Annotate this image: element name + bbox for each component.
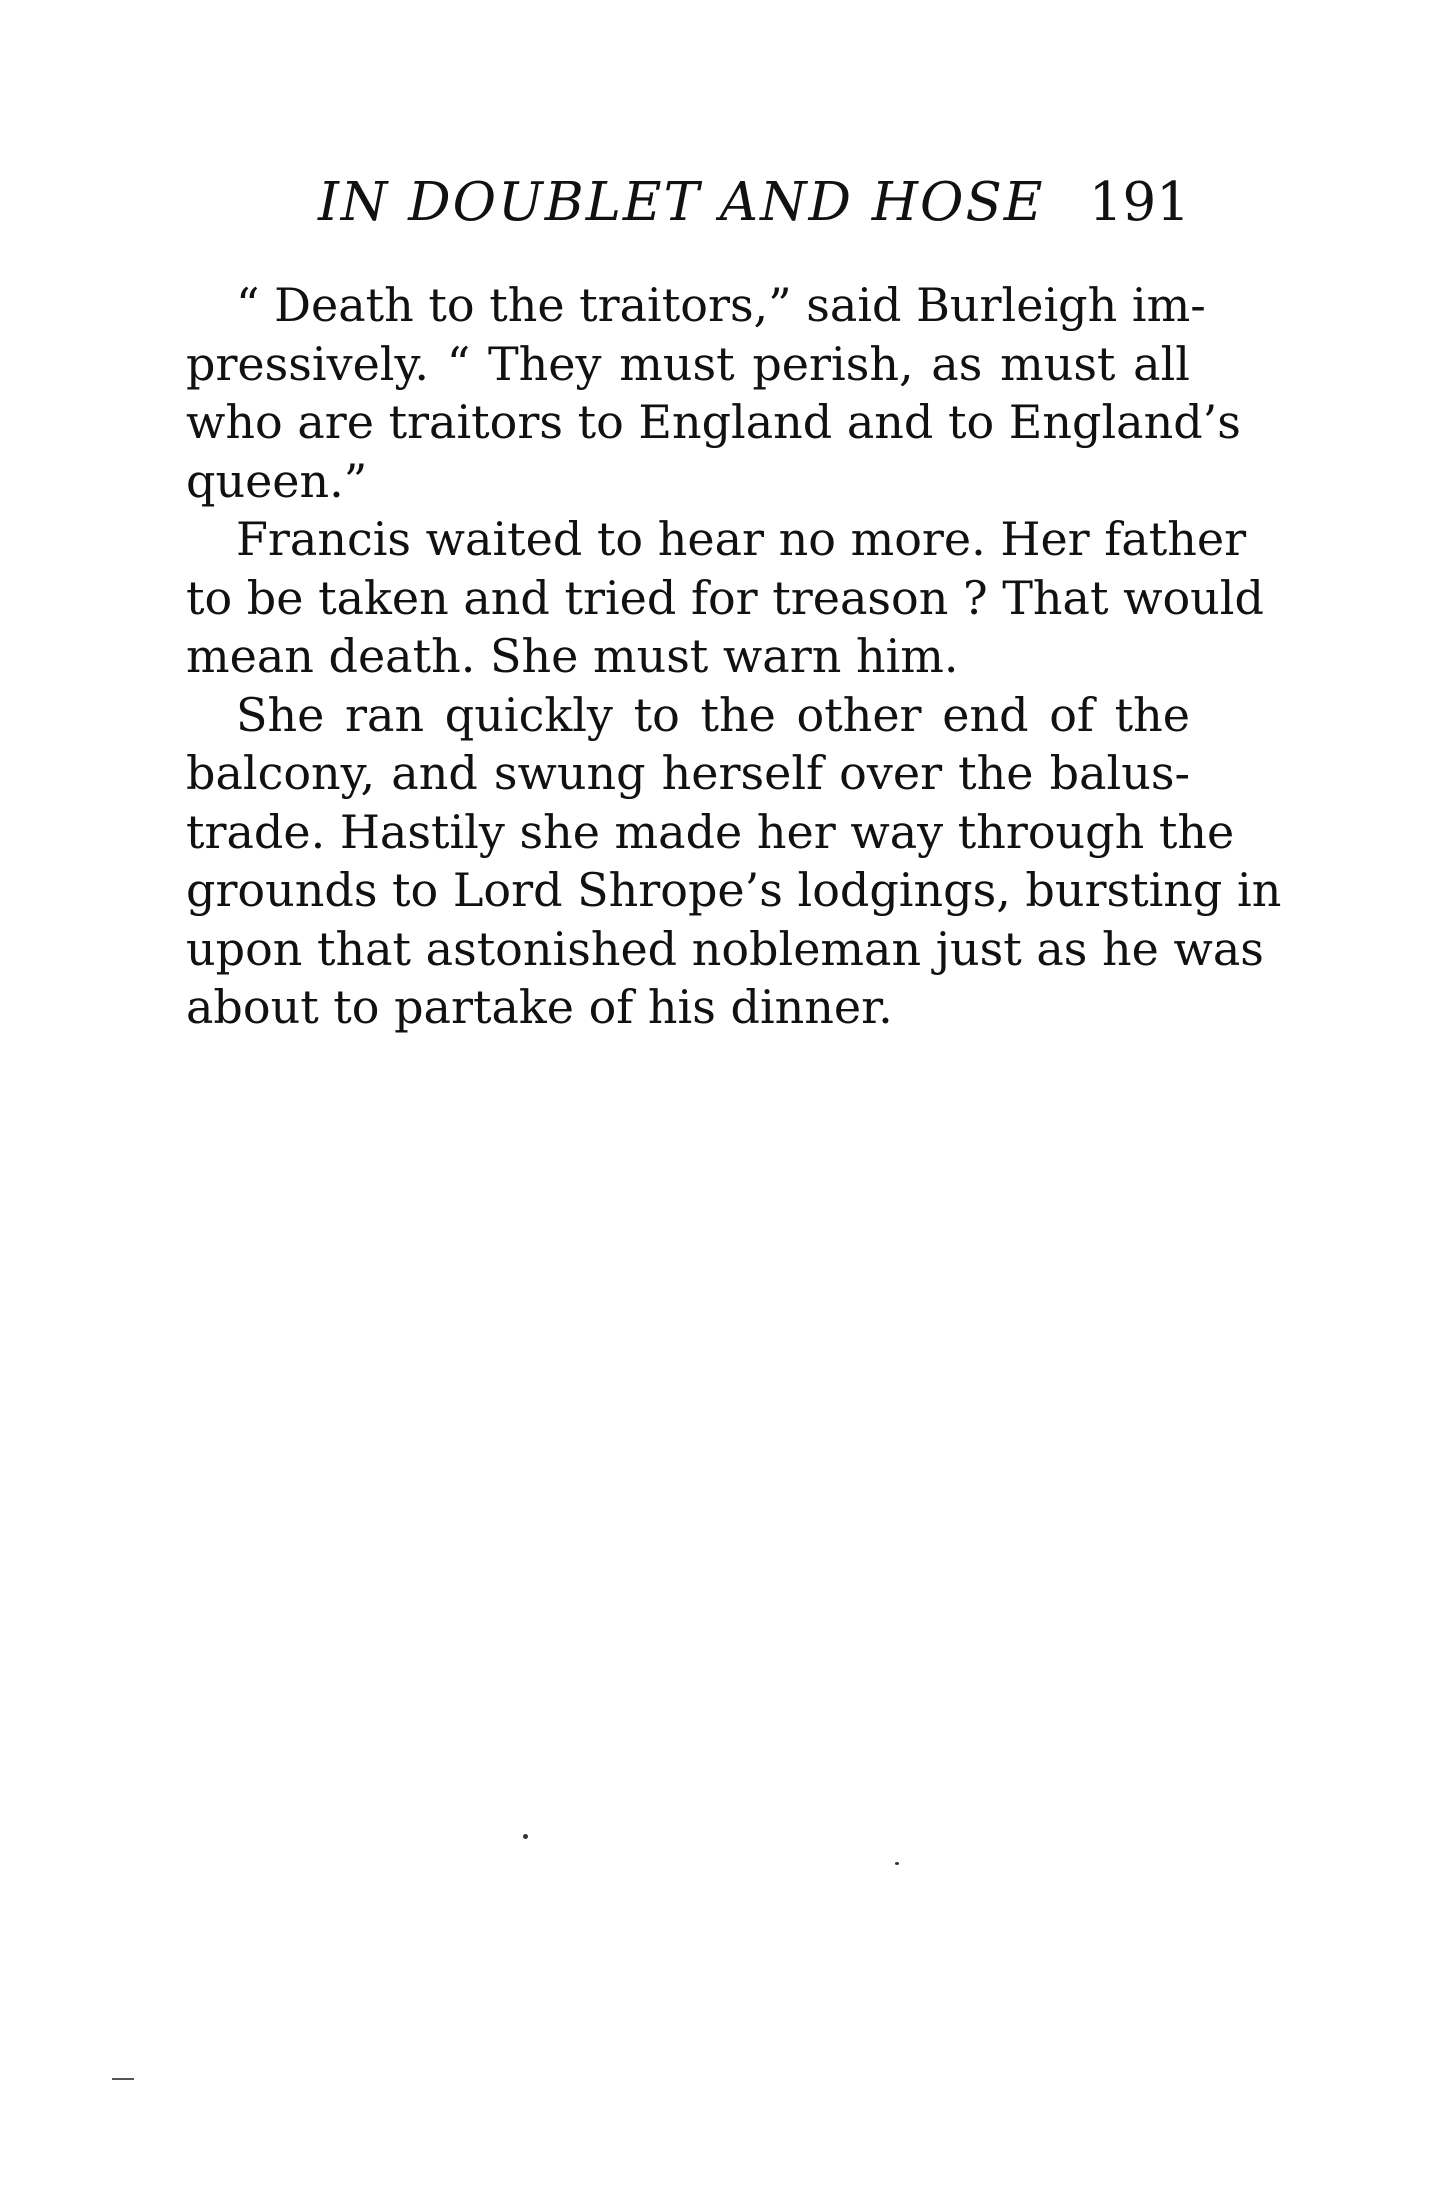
text-line: queen.”	[186, 453, 368, 508]
running-head	[318, 168, 1190, 238]
text-line: upon that astonished nobleman just as he was	[186, 921, 1264, 976]
text-line: “ Death to the traitors,” said Burleigh im-	[236, 278, 1206, 332]
text-line: balcony, and swung herself over the balus-	[186, 746, 1190, 800]
paragraph	[186, 686, 1282, 1037]
text-line: mean death. She must warn him.	[186, 629, 959, 683]
scan-speck	[895, 1862, 899, 1865]
text-line: grounds to Lord Shrope’s lodgings, bursting in	[186, 863, 1282, 917]
body-text	[186, 276, 1282, 1037]
page-number: 191	[1088, 172, 1190, 233]
text-line: She ran quickly to the other end of the	[236, 687, 1190, 742]
scan-mark	[112, 2078, 134, 2080]
text-line: to be taken and tried for treason ? That would	[186, 570, 1264, 625]
text-line: who are traitors to England and to England’s	[186, 395, 1241, 449]
text-line: pressively. “ They must perish, as must all	[186, 336, 1190, 391]
paragraph	[186, 276, 1241, 510]
scan-speck	[523, 1834, 528, 1839]
text-line: about to partake of his dinner.	[186, 980, 893, 1034]
text-line: trade. Hastily she made her way through the	[186, 804, 1235, 859]
text-line: Francis waited to hear no more. Her father	[236, 512, 1247, 566]
running-title: IN DOUBLET AND HOSE	[318, 172, 1045, 233]
paragraph	[186, 510, 1264, 686]
